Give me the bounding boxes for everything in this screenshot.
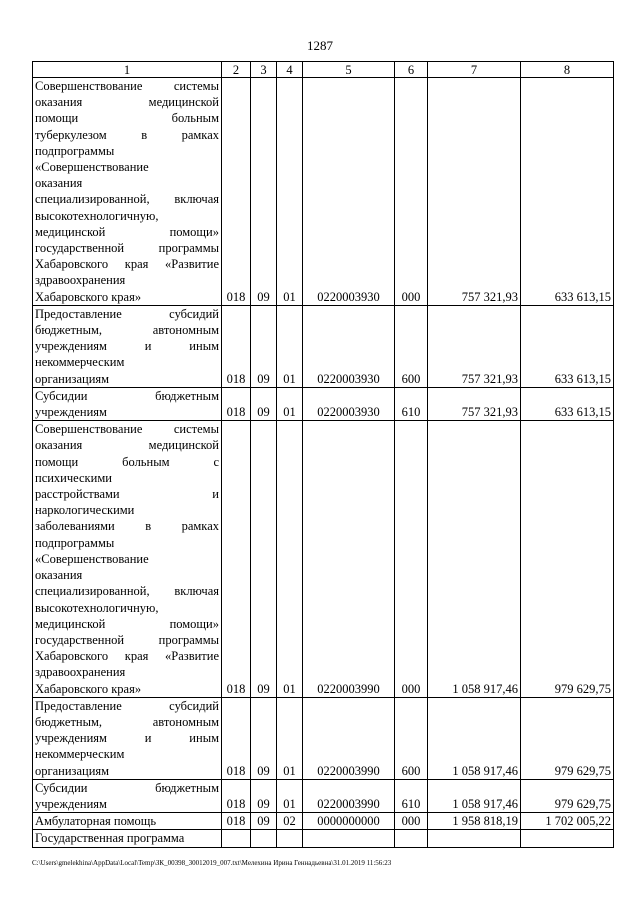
amount-col8-cell: 979 629,75	[521, 697, 614, 779]
row-name-line: специализированной, включая	[35, 192, 219, 207]
code-expense-type-cell: 000	[395, 78, 428, 306]
header-col-7: 7	[428, 62, 521, 78]
code-subsection-cell: 01	[277, 78, 303, 306]
row-name-line: Государственная программа	[35, 831, 185, 846]
row-name-line: оказания	[35, 176, 83, 191]
amount-col8-cell: 633 613,15	[521, 78, 614, 306]
row-name-line: расстройствами и	[35, 487, 219, 502]
row-name-line: медицинской помощи»	[35, 224, 219, 239]
table-row	[33, 78, 614, 306]
code-section-cell: 09	[251, 305, 277, 387]
row-name-line: помощи больным	[35, 111, 219, 126]
row-name-line: высокотехнологичную,	[35, 208, 159, 223]
row-name-line: Совершенствование системы	[35, 422, 219, 437]
row-name-line: некоммерческим	[35, 747, 125, 762]
table-row	[33, 830, 614, 847]
amount-col8-cell: 979 629,75	[521, 779, 614, 812]
row-name-line: Совершенствование системы	[35, 79, 219, 93]
row-name-line: помощи больным с	[35, 454, 219, 469]
row-name-line: некоммерческим	[35, 355, 125, 370]
row-name-line: здравоохранения	[35, 273, 126, 288]
code-target-cell: 0220003990	[303, 421, 395, 697]
row-name-line: Хабаровского края «Развитие	[35, 649, 219, 664]
budget-table	[32, 61, 614, 848]
row-name-cell	[33, 813, 222, 830]
code-section-cell: 09	[251, 421, 277, 697]
code-subsection-cell: 01	[277, 387, 303, 420]
code-main-admin-cell	[222, 830, 251, 847]
amount-col7-cell: 1 958 818,19	[428, 813, 521, 830]
header-col-2: 2	[222, 62, 251, 78]
row-name-line: оказания медицинской	[35, 438, 219, 453]
row-name-line: психическими	[35, 470, 112, 485]
code-main-admin-cell: 018	[222, 78, 251, 306]
code-target-cell: 0220003990	[303, 697, 395, 779]
row-name-line: специализированной, включая	[35, 584, 219, 599]
code-section-cell	[251, 830, 277, 847]
amount-col7-cell	[428, 830, 521, 847]
code-target-cell: 0000000000	[303, 813, 395, 830]
code-main-admin-cell: 018	[222, 421, 251, 697]
row-name-line: государственной программы	[35, 241, 219, 256]
row-name-line: учреждениям и иным	[35, 731, 219, 746]
row-name-line: государственной программы	[35, 632, 219, 647]
code-main-admin-cell: 018	[222, 697, 251, 779]
row-name-line: бюджетным, автономным	[35, 323, 219, 338]
code-expense-type-cell: 600	[395, 305, 428, 387]
code-section-cell: 09	[251, 697, 277, 779]
code-target-cell	[303, 830, 395, 847]
row-name-line: наркологическими	[35, 503, 135, 518]
code-target-cell: 0220003930	[303, 387, 395, 420]
amount-col7-cell: 1 058 917,46	[428, 421, 521, 697]
code-subsection-cell: 02	[277, 813, 303, 830]
row-name-cell	[33, 305, 222, 387]
row-name-cell	[33, 78, 222, 306]
code-target-cell: 0220003990	[303, 779, 395, 812]
code-main-admin-cell: 018	[222, 387, 251, 420]
row-name-line: учреждениям	[35, 796, 107, 811]
row-name-line: Хабаровского края»	[35, 289, 142, 304]
row-name-line: подпрограммы	[35, 143, 115, 158]
row-name-cell	[33, 779, 222, 812]
code-target-cell: 0220003930	[303, 305, 395, 387]
row-name-line: оказания	[35, 568, 83, 583]
code-subsection-cell: 01	[277, 779, 303, 812]
code-main-admin-cell: 018	[222, 813, 251, 830]
page-number: 1287	[307, 38, 333, 53]
code-expense-type-cell	[395, 830, 428, 847]
header-col-4: 4	[277, 62, 303, 78]
code-target-cell: 0220003930	[303, 78, 395, 306]
row-name-line: Амбулаторная помощь	[35, 814, 157, 829]
row-name-cell	[33, 387, 222, 420]
row-name-line: учреждениям и иным	[35, 339, 219, 354]
amount-col8-cell: 979 629,75	[521, 421, 614, 697]
file-path-footer: C:\Users\gmelekhina\AppData\Local\Temp\ЗК_00398_30012019_007.txt\Мелехина Ирина Геннадьевна\31.01.2019 11:56:23	[32, 859, 392, 867]
header-col-6: 6	[395, 62, 428, 78]
row-name-line: Хабаровского края «Развитие	[35, 257, 219, 272]
code-subsection-cell: 01	[277, 305, 303, 387]
row-name-line: Субсидии бюджетным	[35, 780, 219, 795]
row-name-line: заболеваниями в рамках	[35, 519, 219, 534]
row-name-line: организациям	[35, 763, 110, 778]
amount-col7-cell: 1 058 917,46	[428, 697, 521, 779]
code-expense-type-cell: 610	[395, 779, 428, 812]
header-col-1: 1	[33, 62, 222, 78]
row-name-line: организациям	[35, 371, 110, 386]
row-name-line: Предоставление субсидий	[35, 698, 219, 713]
table-row	[33, 387, 614, 420]
table-row	[33, 697, 614, 779]
row-name-cell	[33, 697, 222, 779]
amount-col8-cell: 633 613,15	[521, 387, 614, 420]
row-name-cell	[33, 830, 222, 847]
amount-col8-cell: 633 613,15	[521, 305, 614, 387]
amount-col7-cell: 1 058 917,46	[428, 779, 521, 812]
row-name-line: Предоставление субсидий	[35, 306, 219, 321]
row-name-line: оказания медицинской	[35, 95, 219, 110]
code-subsection-cell: 01	[277, 421, 303, 697]
table-row	[33, 305, 614, 387]
row-name-line: туберкулезом в рамках	[35, 127, 219, 142]
row-name-line: учреждениям	[35, 405, 107, 420]
header-col-3: 3	[251, 62, 277, 78]
row-name-line: «Совершенствование	[35, 160, 149, 175]
row-name-line: «Совершенствование	[35, 551, 149, 566]
code-expense-type-cell: 600	[395, 697, 428, 779]
header-row	[33, 62, 614, 78]
header-col-5: 5	[303, 62, 395, 78]
code-main-admin-cell: 018	[222, 779, 251, 812]
amount-col7-cell: 757 321,93	[428, 305, 521, 387]
row-name-line: здравоохранения	[35, 665, 126, 680]
row-name-line: Хабаровского края»	[35, 681, 142, 696]
code-subsection-cell	[277, 830, 303, 847]
code-section-cell: 09	[251, 779, 277, 812]
code-subsection-cell: 01	[277, 697, 303, 779]
code-section-cell: 09	[251, 78, 277, 306]
code-expense-type-cell: 610	[395, 387, 428, 420]
table-row	[33, 779, 614, 812]
code-expense-type-cell: 000	[395, 813, 428, 830]
amount-col7-cell: 757 321,93	[428, 78, 521, 306]
header-col-8: 8	[521, 62, 614, 78]
row-name-cell	[33, 421, 222, 697]
code-main-admin-cell: 018	[222, 305, 251, 387]
row-name-line: подпрограммы	[35, 535, 115, 550]
code-section-cell: 09	[251, 813, 277, 830]
row-name-line: бюджетным, автономным	[35, 714, 219, 729]
row-name-line: Субсидии бюджетным	[35, 388, 219, 403]
code-section-cell: 09	[251, 387, 277, 420]
amount-col8-cell: 1 702 005,22	[521, 813, 614, 830]
amount-col7-cell: 757 321,93	[428, 387, 521, 420]
row-name-line: медицинской помощи»	[35, 616, 219, 631]
row-name-line: высокотехнологичную,	[35, 600, 159, 615]
code-expense-type-cell: 000	[395, 421, 428, 697]
table-row	[33, 421, 614, 697]
table-row	[33, 813, 614, 830]
amount-col8-cell	[521, 830, 614, 847]
